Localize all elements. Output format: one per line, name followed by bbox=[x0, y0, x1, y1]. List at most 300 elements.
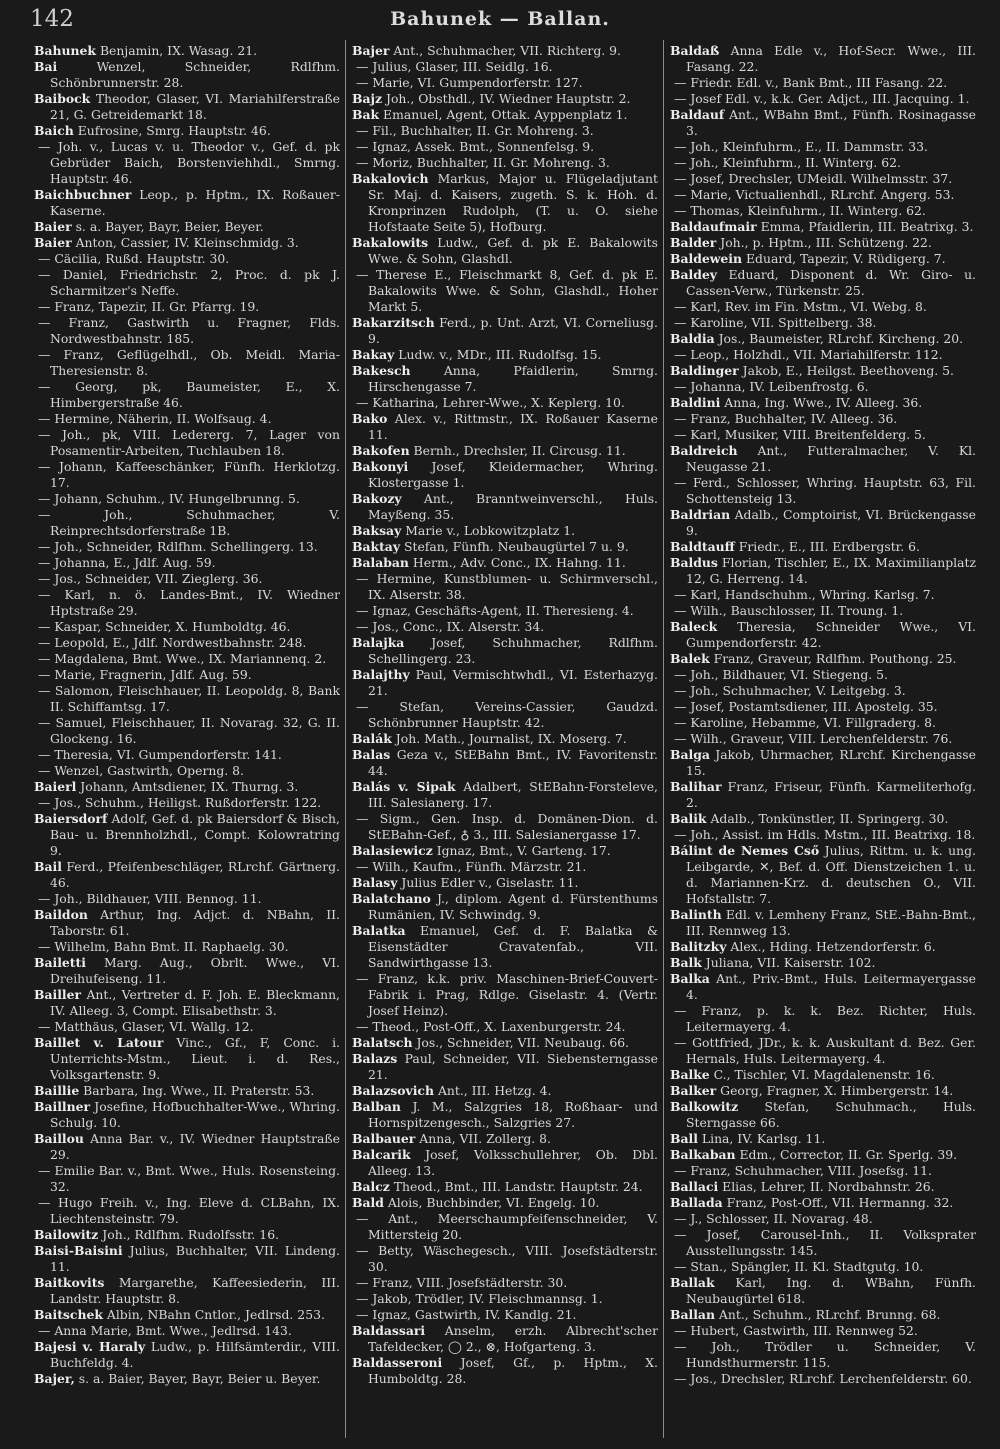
entry-surname: Bakarzitsch bbox=[352, 315, 435, 330]
entry-surname: Bajz bbox=[352, 91, 383, 106]
directory-entry bbox=[670, 107, 976, 139]
directory-entry bbox=[34, 955, 340, 987]
directory-entry bbox=[670, 1179, 976, 1195]
entry-details: Arthur, Ing. Adjct. d. NBahn, II. Taborstr. 61. bbox=[50, 907, 340, 938]
directory-entry bbox=[352, 363, 658, 395]
directory-entry bbox=[670, 939, 976, 955]
entry-details: Adalb., Comptoirist, VI. Brückengasse 9. bbox=[686, 507, 976, 538]
directory-entry bbox=[34, 747, 340, 763]
entry-surname: Balas bbox=[352, 747, 391, 762]
entry-surname: Baldasseroni bbox=[352, 1355, 443, 1370]
directory-entry bbox=[352, 923, 658, 971]
directory-entry bbox=[670, 251, 976, 267]
entry-surname: Bako bbox=[352, 411, 388, 426]
entry-surname: Ballan bbox=[670, 1307, 715, 1322]
entry-surname: Balban bbox=[352, 1099, 401, 1114]
entry-surname: Baldia bbox=[670, 331, 715, 346]
entry-details: — Hermine, Näherin, II. Wolfsaug. 4. bbox=[38, 411, 272, 426]
directory-entry bbox=[34, 1339, 340, 1371]
entry-surname: Baldini bbox=[670, 395, 721, 410]
entry-surname: Baierl bbox=[34, 779, 77, 794]
directory-entry bbox=[670, 955, 976, 971]
entry-surname: Bálint de Nemes Cső bbox=[670, 843, 820, 858]
directory-entry bbox=[352, 267, 658, 315]
entry-details: Anna Bar. v., IV. Wiedner Hauptstraße 29. bbox=[50, 1131, 340, 1162]
entry-details: Paul, Schneider, VII. Siebensterngasse 21. bbox=[368, 1051, 658, 1082]
directory-entry bbox=[34, 651, 340, 667]
directory-entry bbox=[352, 1035, 658, 1051]
entry-surname: Baldewein bbox=[670, 251, 743, 266]
directory-entry bbox=[670, 619, 976, 651]
entry-details: — Jos., Drechsler, RLrchf. Lerchenfelderstr. 60. bbox=[674, 1371, 972, 1386]
entry-surname: Baktay bbox=[352, 539, 401, 554]
directory-entry bbox=[352, 123, 658, 139]
entry-details: — Franz, Buchhalter, IV. Alleeg. 36. bbox=[674, 411, 898, 426]
entry-surname: Baleck bbox=[670, 619, 718, 634]
entry-details: — J., Schlosser, II. Novarag. 48. bbox=[674, 1211, 873, 1226]
directory-entry bbox=[34, 347, 340, 379]
entry-details: Jakob, Uhrmacher, RLrchf. Kirchengasse 15. bbox=[686, 747, 976, 778]
entry-details: Karl, Ing. d. WBahn, Fünfh. Neubaugürtel 618. bbox=[686, 1275, 976, 1306]
entry-details: — Franz, p. k. k. Bez. Richter, Huls. Leitermayerg. 4. bbox=[674, 1003, 976, 1034]
entry-surname: Balajka bbox=[352, 635, 405, 650]
entry-details: — Joh., Schuhmacher, V. Reinprechtsdorferstraße 1B. bbox=[38, 507, 340, 538]
directory-entry bbox=[670, 811, 976, 827]
directory-entry bbox=[34, 1227, 340, 1243]
entry-surname: Baitkovits bbox=[34, 1275, 105, 1290]
entry-surname: Baibock bbox=[34, 91, 91, 106]
directory-entry bbox=[352, 971, 658, 1019]
directory-entry bbox=[352, 1355, 658, 1387]
directory-entry bbox=[352, 747, 658, 779]
directory-entry bbox=[670, 427, 976, 443]
entry-details: Theodor, Glaser, VI. Mariahilferstraße 21, G. Getreidemarkt 18. bbox=[50, 91, 340, 122]
directory-entry bbox=[34, 1371, 340, 1387]
entry-details: — Sigm., Gen. Insp. d. Domänen-Dion. d. StEBahn-Gef., ♁ 3., III. Salesianergasse 17. bbox=[356, 811, 658, 842]
entry-details: Markus, Major u. Flügeladjutant Sr. Maj. d. Kaisers, zugeth. S. k. Hoh. d. Kronprinzen Rudolph, (T. u. O. siehe Hofstaate Seite 5), Hofburg. bbox=[368, 171, 658, 234]
entry-surname: Bakesch bbox=[352, 363, 411, 378]
entry-details: — Magdalena, Bmt. Wwe., IX. Mariannenq. 2. bbox=[38, 651, 327, 666]
directory-entry bbox=[670, 699, 976, 715]
entry-details: — Wilhelm, Bahn Bmt. II. Raphaelg. 30. bbox=[38, 939, 289, 954]
entry-surname: Bakay bbox=[352, 347, 395, 362]
entry-details: — Ant., Meerschaumpfeifenschneider, V. Mittersteig 20. bbox=[356, 1211, 658, 1242]
entry-surname: Baier bbox=[34, 235, 72, 250]
entry-details: — Franz, Gastwirth u. Fragner, Flds. Nordwestbahnstr. 185. bbox=[38, 315, 340, 346]
directory-entry bbox=[352, 811, 658, 843]
entry-details: Franz, Friseur, Fünfh. Karmeliterhofg. 2. bbox=[686, 779, 976, 810]
entry-surname: Bald bbox=[352, 1195, 384, 1210]
directory-entry bbox=[670, 235, 976, 251]
entry-details: Jakob, E., Heilgst. Beethoveng. 5. bbox=[742, 363, 954, 378]
directory-entry bbox=[34, 459, 340, 491]
entry-surname: Bailler bbox=[34, 987, 82, 1002]
entry-surname: Balazsovich bbox=[352, 1083, 434, 1098]
directory-entry bbox=[670, 1307, 976, 1323]
directory-entry bbox=[34, 1195, 340, 1227]
entry-details: — Joh., Schuhmacher, V. Leitgebg. 3. bbox=[674, 683, 906, 698]
entry-surname: Bakonyi bbox=[352, 459, 409, 474]
entry-details: C., Tischler, VI. Magdalenenstr. 16. bbox=[713, 1067, 935, 1082]
directory-entry bbox=[670, 267, 976, 299]
entry-details: — Therese E., Fleischmarkt 8, Gef. d. pk E. Bakalowits Wwe. & Sohn, Glashdl., Hoher Markt 5. bbox=[356, 267, 658, 314]
directory-entry bbox=[34, 987, 340, 1019]
entry-details: — Joh., Bildhauer, VI. Stiegeng. 5. bbox=[674, 667, 888, 682]
entry-details: — Joh., Assist. im Hdls. Mstm., III. Beatrixg. 18. bbox=[674, 827, 976, 842]
entry-surname: Baldey bbox=[670, 267, 717, 282]
directory-entry bbox=[34, 251, 340, 267]
entry-details: Ferd., Pfeifenbeschläger, RLrchf. Gärtnerg. 46. bbox=[50, 859, 340, 890]
directory-entry bbox=[670, 1339, 976, 1371]
directory-entry bbox=[352, 1131, 658, 1147]
entry-surname: Baldaufmair bbox=[670, 219, 757, 234]
entry-surname: Bajesi v. Haraly bbox=[34, 1339, 146, 1354]
directory-entry bbox=[34, 1083, 340, 1099]
entry-surname: Ballada bbox=[670, 1195, 723, 1210]
entry-details: Vinc., Gf., F, Conc. i. Unterrichts-Mstm., Lieut. i. d. Res., Volksgartenstr. 9. bbox=[50, 1035, 340, 1082]
entry-details: Theod., Bmt., III. Landstr. Hauptstr. 24. bbox=[393, 1179, 643, 1194]
entry-surname: Bahunek bbox=[34, 43, 96, 58]
directory-entry bbox=[352, 91, 658, 107]
entry-details: — Jos., Schneider, VII. Zieglerg. 36. bbox=[38, 571, 263, 586]
directory-entry bbox=[34, 299, 340, 315]
entry-details: — Karl, Musiker, VIII. Breitenfelderg. 5. bbox=[674, 427, 926, 442]
directory-entry bbox=[34, 539, 340, 555]
directory-entry bbox=[34, 939, 340, 955]
entry-details: — Julius, Glaser, III. Seidlg. 16. bbox=[356, 59, 553, 74]
entry-details: Julius, Rittm. u. k. ung. Leibgarde, ✕, Bef. d. Off. Dienstzeichen 1. u. d. Mariannen-Krz. d. deutschen O., VII. Hofstallstr. 7. bbox=[686, 843, 976, 906]
directory-column-2 bbox=[352, 43, 658, 1443]
entry-surname: Baiersdorf bbox=[34, 811, 108, 826]
entry-surname: Baldassari bbox=[352, 1323, 426, 1338]
directory-entry bbox=[34, 1035, 340, 1083]
entry-details: — Joh., Trödler u. Schneider, V. Hundsthurmerstr. 115. bbox=[674, 1339, 976, 1370]
directory-entry bbox=[352, 635, 658, 667]
directory-entry bbox=[670, 603, 976, 619]
directory-entry bbox=[352, 411, 658, 443]
entry-details: — Theod., Post-Off., X. Laxenburgerstr. 24. bbox=[356, 1019, 626, 1034]
entry-surname: Bajer bbox=[352, 43, 390, 58]
directory-entry bbox=[670, 395, 976, 411]
entry-details: — Samuel, Fleischhauer, II. Novarag. 32, G. II. Glockeng. 16. bbox=[38, 715, 340, 746]
entry-details: Barbara, Ing. Wwe., II. Praterstr. 53. bbox=[83, 1083, 315, 1098]
directory-column-3 bbox=[670, 43, 976, 1443]
directory-entry bbox=[670, 587, 976, 603]
entry-details: — Johanna, IV. Leibenfrostg. 6. bbox=[674, 379, 869, 394]
directory-entry bbox=[670, 219, 976, 235]
entry-details: — Thomas, Kleinfuhrm., II. Winterg. 62. bbox=[674, 203, 926, 218]
entry-surname: Balke bbox=[670, 1067, 710, 1082]
directory-entry bbox=[352, 875, 658, 891]
directory-entry bbox=[670, 411, 976, 427]
directory-entry bbox=[670, 1371, 976, 1387]
directory-entry bbox=[34, 1163, 340, 1195]
entry-details: Stefan, Schuhmach., Huls. Sterngasse 66. bbox=[686, 1099, 976, 1130]
entry-details: — Johann, Kaffeeschänker, Fünfh. Herklotzg. 17. bbox=[38, 459, 340, 490]
entry-details: — Wilh., Bauschlosser, II. Troung. 1. bbox=[674, 603, 904, 618]
entry-details: — Hugo Freih. v., Ing. Eleve d. CLBahn, IX. Liechtensteinstr. 79. bbox=[38, 1195, 340, 1226]
directory-entry bbox=[34, 715, 340, 747]
directory-entry bbox=[34, 1243, 340, 1275]
directory-entry bbox=[670, 907, 976, 939]
directory-entry bbox=[670, 91, 976, 107]
directory-entry bbox=[34, 1131, 340, 1163]
entry-surname: Balik bbox=[670, 811, 707, 826]
entry-details: — Franz, VIII. Josefstädterstr. 30. bbox=[356, 1275, 568, 1290]
entry-details: — Georg, pk, Baumeister, E., X. Himbergerstraße 46. bbox=[38, 379, 340, 410]
directory-entry bbox=[34, 267, 340, 299]
entry-details: Adolf, Gef. d. pk Baiersdorf & Bisch, Bau- u. Brennholzhdl., Compt. Kolowratring 9. bbox=[50, 811, 340, 858]
entry-details: — Moriz, Buchhalter, II. Gr. Mohreng. 3. bbox=[356, 155, 610, 170]
directory-entry bbox=[34, 763, 340, 779]
directory-entry bbox=[670, 171, 976, 187]
directory-entry bbox=[34, 187, 340, 219]
directory-entry bbox=[34, 555, 340, 571]
directory-entry bbox=[670, 827, 976, 843]
entry-surname: Balder bbox=[670, 235, 717, 250]
entry-surname: Balbauer bbox=[352, 1131, 416, 1146]
directory-entry bbox=[352, 315, 658, 347]
directory-entry bbox=[352, 539, 658, 555]
entry-surname: Balaban bbox=[352, 555, 409, 570]
entry-details: — Anna Marie, Bmt. Wwe., Jedlrsd. 143. bbox=[38, 1323, 292, 1338]
entry-details: Emma, Pfaidlerin, III. Beatrixg. 3. bbox=[760, 219, 974, 234]
entry-details: — Jos., Schuhm., Heiligst. Rußdorferstr. 122. bbox=[38, 795, 322, 810]
entry-details: Emanuel, Gef. d. F. Balatka & Eisenstädter Cravatenfab., VII. Sandwirthgasse 13. bbox=[368, 923, 658, 970]
directory-entry bbox=[352, 891, 658, 923]
directory-entry bbox=[352, 443, 658, 459]
entry-surname: Balker bbox=[670, 1083, 717, 1098]
entry-details: — Stefan, Vereins-Cassier, Gaudzd. Schönbrunner Hauptstr. 42. bbox=[356, 699, 658, 730]
entry-details: — Joh., Kleinfuhrm., E., II. Dammstr. 33. bbox=[674, 139, 928, 154]
entry-surname: Balihar bbox=[670, 779, 722, 794]
entry-details: — Leopold, E., Jdlf. Nordwestbahnstr. 248. bbox=[38, 635, 307, 650]
entry-details: Julius Edler v., Giselastr. 11. bbox=[401, 875, 579, 890]
entry-surname: Balatsch bbox=[352, 1035, 413, 1050]
entry-details: Ant., Branntweinverschl., Huls. Mayßeng. 35. bbox=[368, 491, 658, 522]
directory-entry bbox=[670, 1211, 976, 1227]
entry-details: Anna Edle v., Hof-Secr. Wwe., III. Fasang. 22. bbox=[686, 43, 976, 74]
entry-details: Geza v., StEBahn Bmt., IV. Favoritenstr. 44. bbox=[368, 747, 658, 778]
entry-details: Joh., Rdlfhm. Rudolfsstr. 16. bbox=[102, 1227, 280, 1242]
directory-entry bbox=[352, 843, 658, 859]
entry-details: — Franz, Schuhmacher, VIII. Josefsg. 11. bbox=[674, 1163, 932, 1178]
entry-details: — Josef, Postamtsdiener, III. Apostelg. 35. bbox=[674, 699, 938, 714]
directory-entry bbox=[670, 443, 976, 475]
directory-entry bbox=[670, 747, 976, 779]
running-head: Bahunek — Ballan. bbox=[390, 8, 610, 30]
entry-surname: Baldtauff bbox=[670, 539, 735, 554]
entry-details: Jos., Baumeister, RLrchf. Kircheng. 20. bbox=[718, 331, 964, 346]
directory-entry bbox=[352, 1275, 658, 1291]
entry-details: Ant., Priv.-Bmt., Huls. Leitermayergasse 4. bbox=[686, 971, 976, 1002]
directory-entry bbox=[34, 315, 340, 347]
entry-surname: Balajthy bbox=[352, 667, 410, 682]
directory-entry bbox=[352, 139, 658, 155]
directory-entry bbox=[34, 507, 340, 539]
entry-details: Ant., Schuhm., RLrchf. Brunng. 68. bbox=[718, 1307, 941, 1322]
directory-entry bbox=[352, 667, 658, 699]
entry-surname: Balcarik bbox=[352, 1147, 411, 1162]
entry-details: — Friedr. Edl. v., Bank Bmt., III Fasang. 22. bbox=[674, 75, 948, 90]
entry-surname: Baldaß bbox=[670, 43, 720, 58]
directory-entry bbox=[670, 1003, 976, 1035]
directory-entry bbox=[352, 779, 658, 811]
entry-details: Edl. v. Lemheny Franz, StE.-Bahn-Bmt., III. Rennweg 13. bbox=[686, 907, 976, 938]
directory-entry bbox=[670, 667, 976, 683]
entry-details: Paul, Vermischtwhdl., VI. Esterhazyg. 21. bbox=[368, 667, 658, 698]
entry-details: Josef, Schuhmacher, Rdlfhm. Schellingerg. 23. bbox=[368, 635, 658, 666]
directory-entry bbox=[352, 1099, 658, 1131]
entry-details: — Hermine, Kunstblumen- u. Schirmverschl., IX. Alserstr. 38. bbox=[356, 571, 658, 602]
entry-details: — Marie, Fragnerin, Jdlf. Aug. 59. bbox=[38, 667, 252, 682]
entry-details: — Josef Edl. v., k.k. Ger. Adjct., III. Jacquing. 1. bbox=[674, 91, 970, 106]
directory-entry bbox=[34, 891, 340, 907]
directory-entry bbox=[34, 1099, 340, 1131]
directory-entry bbox=[352, 555, 658, 571]
directory-entry bbox=[34, 59, 340, 91]
entry-details: — Jakob, Trödler, IV. Fleischmannsg. 1. bbox=[356, 1291, 603, 1306]
entry-surname: Baldrian bbox=[670, 507, 731, 522]
entry-details: Anna, Pfaidlerin, Smrng. Hirschengasse 7. bbox=[368, 363, 658, 394]
entry-surname: Ballak bbox=[670, 1275, 715, 1290]
directory-entry bbox=[670, 779, 976, 811]
directory-entry bbox=[34, 43, 340, 59]
directory-entry bbox=[670, 539, 976, 555]
entry-surname: Bakalowits bbox=[352, 235, 429, 250]
entry-details: — Hubert, Gastwirth, III. Rennweg 52. bbox=[674, 1323, 918, 1338]
entry-details: Ignaz, Bmt., V. Garteng. 17. bbox=[436, 843, 611, 858]
directory-entry bbox=[352, 155, 658, 171]
entry-details: Wenzel, Schneider, Rdlfhm. Schönbrunnerstr. 28. bbox=[50, 59, 340, 90]
directory-entry bbox=[34, 411, 340, 427]
directory-entry bbox=[670, 75, 976, 91]
entry-surname: Balazs bbox=[352, 1051, 398, 1066]
directory-entry bbox=[34, 907, 340, 939]
directory-entry bbox=[670, 731, 976, 747]
entry-surname: Balinth bbox=[670, 907, 722, 922]
directory-entry bbox=[352, 523, 658, 539]
entry-details: — Wilh., Graveur, VIII. Lerchenfelderstr. 76. bbox=[674, 731, 953, 746]
entry-details: — Johann, Schuhm., IV. Hungelbrunng. 5. bbox=[38, 491, 300, 506]
entry-details: Albin, NBahn Cntlor., Jedlrsd. 253. bbox=[106, 1307, 325, 1322]
entry-details: Josef, Gf., p. Hptm., X. Humboldtg. 28. bbox=[368, 1355, 658, 1386]
entry-surname: Balga bbox=[670, 747, 710, 762]
entry-details: — Karl, Rev. im Fin. Mstm., VI. Webg. 8. bbox=[674, 299, 927, 314]
entry-details: — Joh., Schneider, Rdlfhm. Schellingerg. 13. bbox=[38, 539, 318, 554]
directory-entry bbox=[34, 123, 340, 139]
directory-entry bbox=[352, 1019, 658, 1035]
directory-entry bbox=[670, 315, 976, 331]
directory-entry bbox=[352, 1323, 658, 1355]
directory-entry bbox=[34, 427, 340, 459]
entry-surname: Balák bbox=[352, 731, 392, 746]
directory-entry bbox=[352, 1211, 658, 1243]
directory-entry bbox=[670, 1259, 976, 1275]
entry-details: — Marie, Victualienhdl., RLrchf. Angerg. 53. bbox=[674, 187, 955, 202]
directory-entry bbox=[352, 731, 658, 747]
directory-entry bbox=[670, 331, 976, 347]
entry-surname: Ball bbox=[670, 1131, 698, 1146]
entry-details: Ant., III. Hetzg. 4. bbox=[437, 1083, 552, 1098]
entry-details: — Cäcilia, Rußd. Hauptstr. 30. bbox=[38, 251, 230, 266]
entry-details: Anna, VII. Zollerg. 8. bbox=[419, 1131, 551, 1146]
directory-entry bbox=[34, 91, 340, 123]
directory-entry bbox=[34, 1307, 340, 1323]
entry-surname: Baillet v. Latour bbox=[34, 1035, 164, 1050]
entry-details: Eduard, Disponent d. Wr. Giro- u. Cassen-Verw., Türkenstr. 25. bbox=[686, 267, 976, 298]
entry-details: Alex. v., Rittmstr., IX. Roßauer Kaserne 11. bbox=[368, 411, 658, 442]
directory-entry bbox=[352, 859, 658, 875]
directory-entry bbox=[34, 667, 340, 683]
entry-surname: Ballaci bbox=[670, 1179, 719, 1194]
entry-surname: Balás v. Sipak bbox=[352, 779, 456, 794]
entry-details: — Salomon, Fleischhauer, II. Leopoldg. 8, Bank II. Schiffamtsg. 17. bbox=[38, 683, 340, 714]
entry-surname: Bakofen bbox=[352, 443, 410, 458]
entry-details: — Joh., Bildhauer, VIII. Bennog. 11. bbox=[38, 891, 262, 906]
entry-surname: Baldinger bbox=[670, 363, 739, 378]
directory-entry bbox=[670, 507, 976, 539]
entry-surname: Bakalovich bbox=[352, 171, 429, 186]
entry-details: — Jos., Conc., IX. Alserstr. 34. bbox=[356, 619, 545, 634]
entry-details: Margarethe, Kaffeesiederin, III. Landstr. Hauptstr. 8. bbox=[50, 1275, 340, 1306]
directory-entry bbox=[670, 1227, 976, 1259]
entry-details: — Emilie Bar. v., Bmt. Wwe., Huls. Rosensteing. 32. bbox=[38, 1163, 340, 1194]
entry-details: Joh. Math., Journalist, IX. Moserg. 7. bbox=[395, 731, 627, 746]
entry-details: — Joh., Kleinfuhrm., II. Winterg. 62. bbox=[674, 155, 901, 170]
entry-surname: Balatchano bbox=[352, 891, 431, 906]
entry-details: — Wilh., Kaufm., Fünfh. Märzstr. 21. bbox=[356, 859, 587, 874]
entry-details: Ferd., p. Unt. Arzt, VI. Corneliusg. 9. bbox=[368, 315, 658, 346]
entry-details: Ant., Vertreter d. F. Joh. E. Bleckmann, IV. Alleeg. 3, Compt. Elisabethstr. 3. bbox=[50, 987, 340, 1018]
directory-entry bbox=[352, 1243, 658, 1275]
entry-surname: Baillou bbox=[34, 1131, 84, 1146]
entry-surname: Baisi-Baisini bbox=[34, 1243, 123, 1258]
entry-surname: Baich bbox=[34, 123, 74, 138]
entry-surname: Bajer, bbox=[34, 1371, 75, 1386]
directory-entry bbox=[670, 1131, 976, 1147]
directory-entry bbox=[352, 395, 658, 411]
entry-details: J., diplom. Agent d. Fürstenthums Rumänien, IV. Schwindg. 9. bbox=[368, 891, 658, 922]
entry-details: Franz, Graveur, Rdlfhm. Pouthong. 25. bbox=[713, 651, 957, 666]
entry-surname: Baildon bbox=[34, 907, 88, 922]
entry-details: — Daniel, Friedrichstr. 2, Proc. d. pk J. Scharmitzer's Neffe. bbox=[38, 267, 340, 298]
entry-surname: Baillner bbox=[34, 1099, 91, 1114]
entry-surname: Bailowitz bbox=[34, 1227, 99, 1242]
directory-entry bbox=[352, 1147, 658, 1179]
directory-entry bbox=[352, 107, 658, 123]
directory-entry bbox=[670, 347, 976, 363]
entry-details: — Johanna, E., Jdlf. Aug. 59. bbox=[38, 555, 216, 570]
entry-details: Juliana, VII. Kaiserstr. 102. bbox=[705, 955, 876, 970]
directory-entry bbox=[670, 139, 976, 155]
entry-details: — Ignaz, Assek. Bmt., Sonnenfelsg. 9. bbox=[356, 139, 595, 154]
directory-entry bbox=[352, 1083, 658, 1099]
entry-details: Johann, Amtsdiener, IX. Thurng. 3. bbox=[80, 779, 299, 794]
entry-details: — Ignaz, Gastwirth, IV. Kandlg. 21. bbox=[356, 1307, 577, 1322]
entry-details: — Karoline, VII. Spittelberg. 38. bbox=[674, 315, 877, 330]
directory-entry bbox=[352, 43, 658, 59]
directory-entry bbox=[670, 155, 976, 171]
entry-surname: Baksay bbox=[352, 523, 402, 538]
directory-column-1 bbox=[34, 43, 340, 1443]
entry-details: Ludw., Gef. d. pk E. Bakalowits Wwe. & Sohn, Glashdl. bbox=[368, 235, 658, 266]
directory-entry bbox=[670, 1067, 976, 1083]
directory-entry bbox=[352, 59, 658, 75]
entry-surname: Balasy bbox=[352, 875, 398, 890]
directory-entry bbox=[670, 1323, 976, 1339]
entry-details: s. a. Baier, Bayer, Bayr, Beier u. Beyer. bbox=[78, 1371, 321, 1386]
